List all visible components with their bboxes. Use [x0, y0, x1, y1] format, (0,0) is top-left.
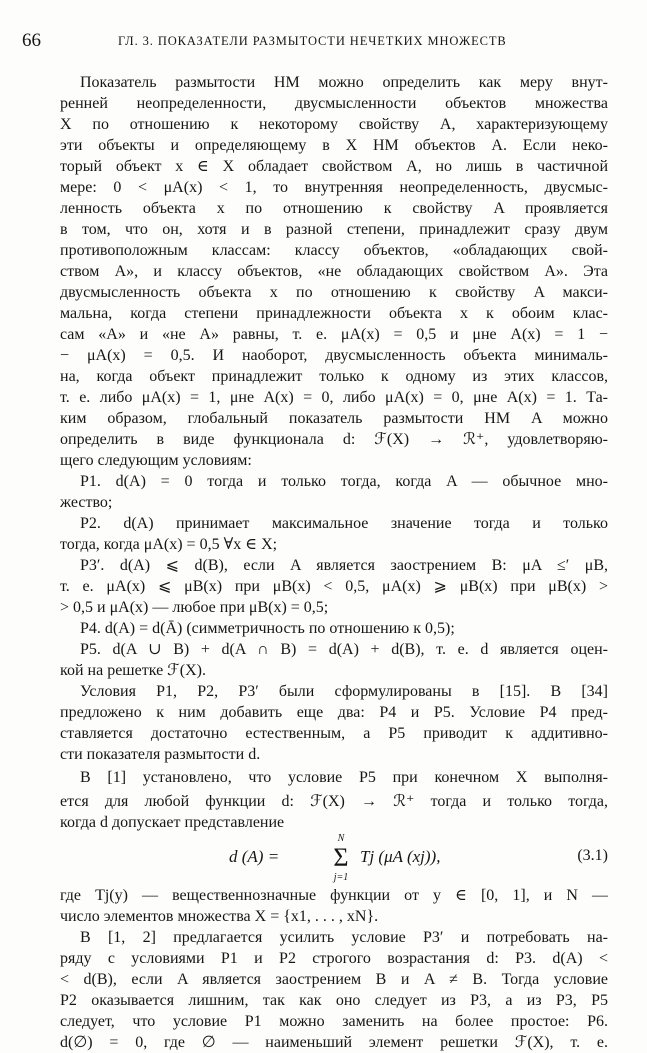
condition-p5: P5. d(A ∪ B) + d(A ∩ B) = d(A) + d(B), т. е. d является оцен-	[80, 641, 608, 658]
text-line: Показатель размытости НМ можно определить как меру внут-	[80, 74, 608, 91]
text-line: кой на решетке ℱ(X).	[60, 662, 206, 679]
summation	[330, 833, 352, 883]
page-header	[22, 30, 625, 54]
text-line: на, когда объект принадлежит только к одному из этих классов,	[60, 368, 608, 385]
sum-upper-limit: N	[337, 833, 345, 844]
text-line: сти показателя размытости d.	[60, 746, 261, 763]
text-line: − μA(x) = 0,5. И наоборот, двусмысленность объекта минималь-	[60, 347, 608, 364]
text-line: следует, что условие P1 можно заменить на более простое: P6.	[60, 1013, 608, 1030]
text-line: предложено к ним добавить еще два: P4 и P5. Условие P4 пред-	[60, 704, 608, 721]
sum-symbol: Σ	[333, 843, 349, 872]
text-line: т. е. μA(x) ⩽ μB(x) при μB(x) < 0,5, μA(x) ⩾ μB(x) при μB(x) >	[60, 578, 608, 595]
text-line: X по отношению к некоторому свойству A, характеризующему	[60, 116, 608, 133]
text-line: эти объекты и определяющему в X НМ объектов A. Если неко-	[60, 137, 608, 154]
text-line: щего следующим условиям:	[60, 452, 252, 469]
text-line: ким образом, глобальный показатель размытости НМ A можно	[60, 410, 608, 427]
equation-rhs: Tj (μA (xj)),	[360, 847, 441, 866]
text-line: ством A», и классу объектов, «не обладающих свойством A». Эта	[60, 263, 608, 280]
text-line: т. е. либо μA(x) = 1, μне A(x) = 0, либо μA(x) = 0, μне A(x) = 1. Та-	[60, 389, 608, 406]
text-line: d(∅) = 0, где ∅ — наименьший элемент решетки ℱ(X), т. е.	[60, 1034, 608, 1051]
text-line: когда d допускает представление	[60, 814, 285, 831]
text-line: где Tj(y) — вещественнозначные функции от y ∈ [0, 1], и N —	[60, 887, 608, 904]
sum-lower-limit: j=1	[333, 872, 349, 883]
text-line: В [1] установлено, что условие P5 при конечном X выполня-	[80, 769, 608, 786]
page-number: 66	[22, 30, 41, 51]
text-line: ленность объекта x по отношению к свойству A проявляется	[60, 200, 608, 217]
text-line: сам «A» и «не A» равны, т. е. μA(x) = 0,5 и μне A(x) = 1 −	[60, 326, 608, 343]
text-line: тогда, когда μA(x) = 0,5 ∀x ∈ X;	[60, 536, 278, 553]
text-line: > 0,5 и μA(x) — любое при μB(x) = 0,5;	[60, 599, 329, 616]
text-line: Условия P1, P2, P3′ были сформулированы в [15]. В [34]	[80, 683, 608, 700]
text-line: двусмысленность объекта x по отношению к свойству A макси-	[60, 284, 608, 301]
text-line: жество;	[60, 494, 113, 511]
equation-3-1	[60, 833, 608, 885]
text-line: ется для любой функции d: ℱ(X) → ℛ⁺ тогда и только тогда,	[60, 793, 608, 810]
text-line: число элементов множества X = {x1, . . . , xN}.	[60, 908, 379, 925]
condition-p1: P1. d(A) = 0 тогда и только тогда, когда A — обычное мно-	[80, 473, 608, 490]
text-line: < d(B), если A является заострением B и A ≠ B. Тогда условие	[60, 971, 608, 988]
text-line: ряду с условиями P1 и P2 строгого возрастания d: P3. d(A) <	[60, 950, 608, 967]
text-line: мере: 0 < μA(x) < 1, то внутренняя неопределенность, двусмыс-	[60, 179, 608, 196]
condition-p2: P2. d(A) принимает максимальное значение тогда и только	[80, 515, 608, 532]
text-line: ренней неопределенности, двусмысленности объектов множества	[60, 95, 608, 112]
running-head: ГЛ. 3. ПОКАЗАТЕЛИ РАЗМЫТОСТИ НЕЧЕТКИХ МНОЖЕСТВ	[118, 34, 507, 48]
text-line: P2 оказывается лишним, так как оно следует из P3, а из P3, P5	[60, 992, 608, 1009]
text-line: противоположным классам: классу объектов, «обладающих свой-	[60, 242, 608, 259]
condition-p4: P4. d(A) = d(Ā) (симметричность по отношению к 0,5);	[80, 620, 455, 637]
body-text	[60, 72, 608, 1053]
text-line: ставляется достаточно естественным, а P5 приводит к аддитивно-	[60, 725, 608, 742]
text-line: В [1, 2] предлагается усилить условие P3′ и потребовать на-	[80, 929, 608, 946]
text-line: определить в виде функционала d: ℱ(X) → ℛ⁺, удовлетворяю-	[60, 431, 608, 448]
text-line: торый объект x ∈ X обладает свойством A, но лишь в частичной	[60, 158, 608, 175]
equation-lhs: d (A) =	[229, 847, 280, 866]
text-line: мальна, когда степени принадлежности объекта x к обоим клас-	[60, 305, 608, 322]
text-line: в том, что он, хотя и в разной степени, принадлежит сразу двум	[60, 221, 608, 238]
condition-p3-prime: P3′. d(A) ⩽ d(B), если A является заострением B: μA ≤′ μB,	[80, 557, 608, 574]
equation-number: (3.1)	[577, 847, 608, 864]
